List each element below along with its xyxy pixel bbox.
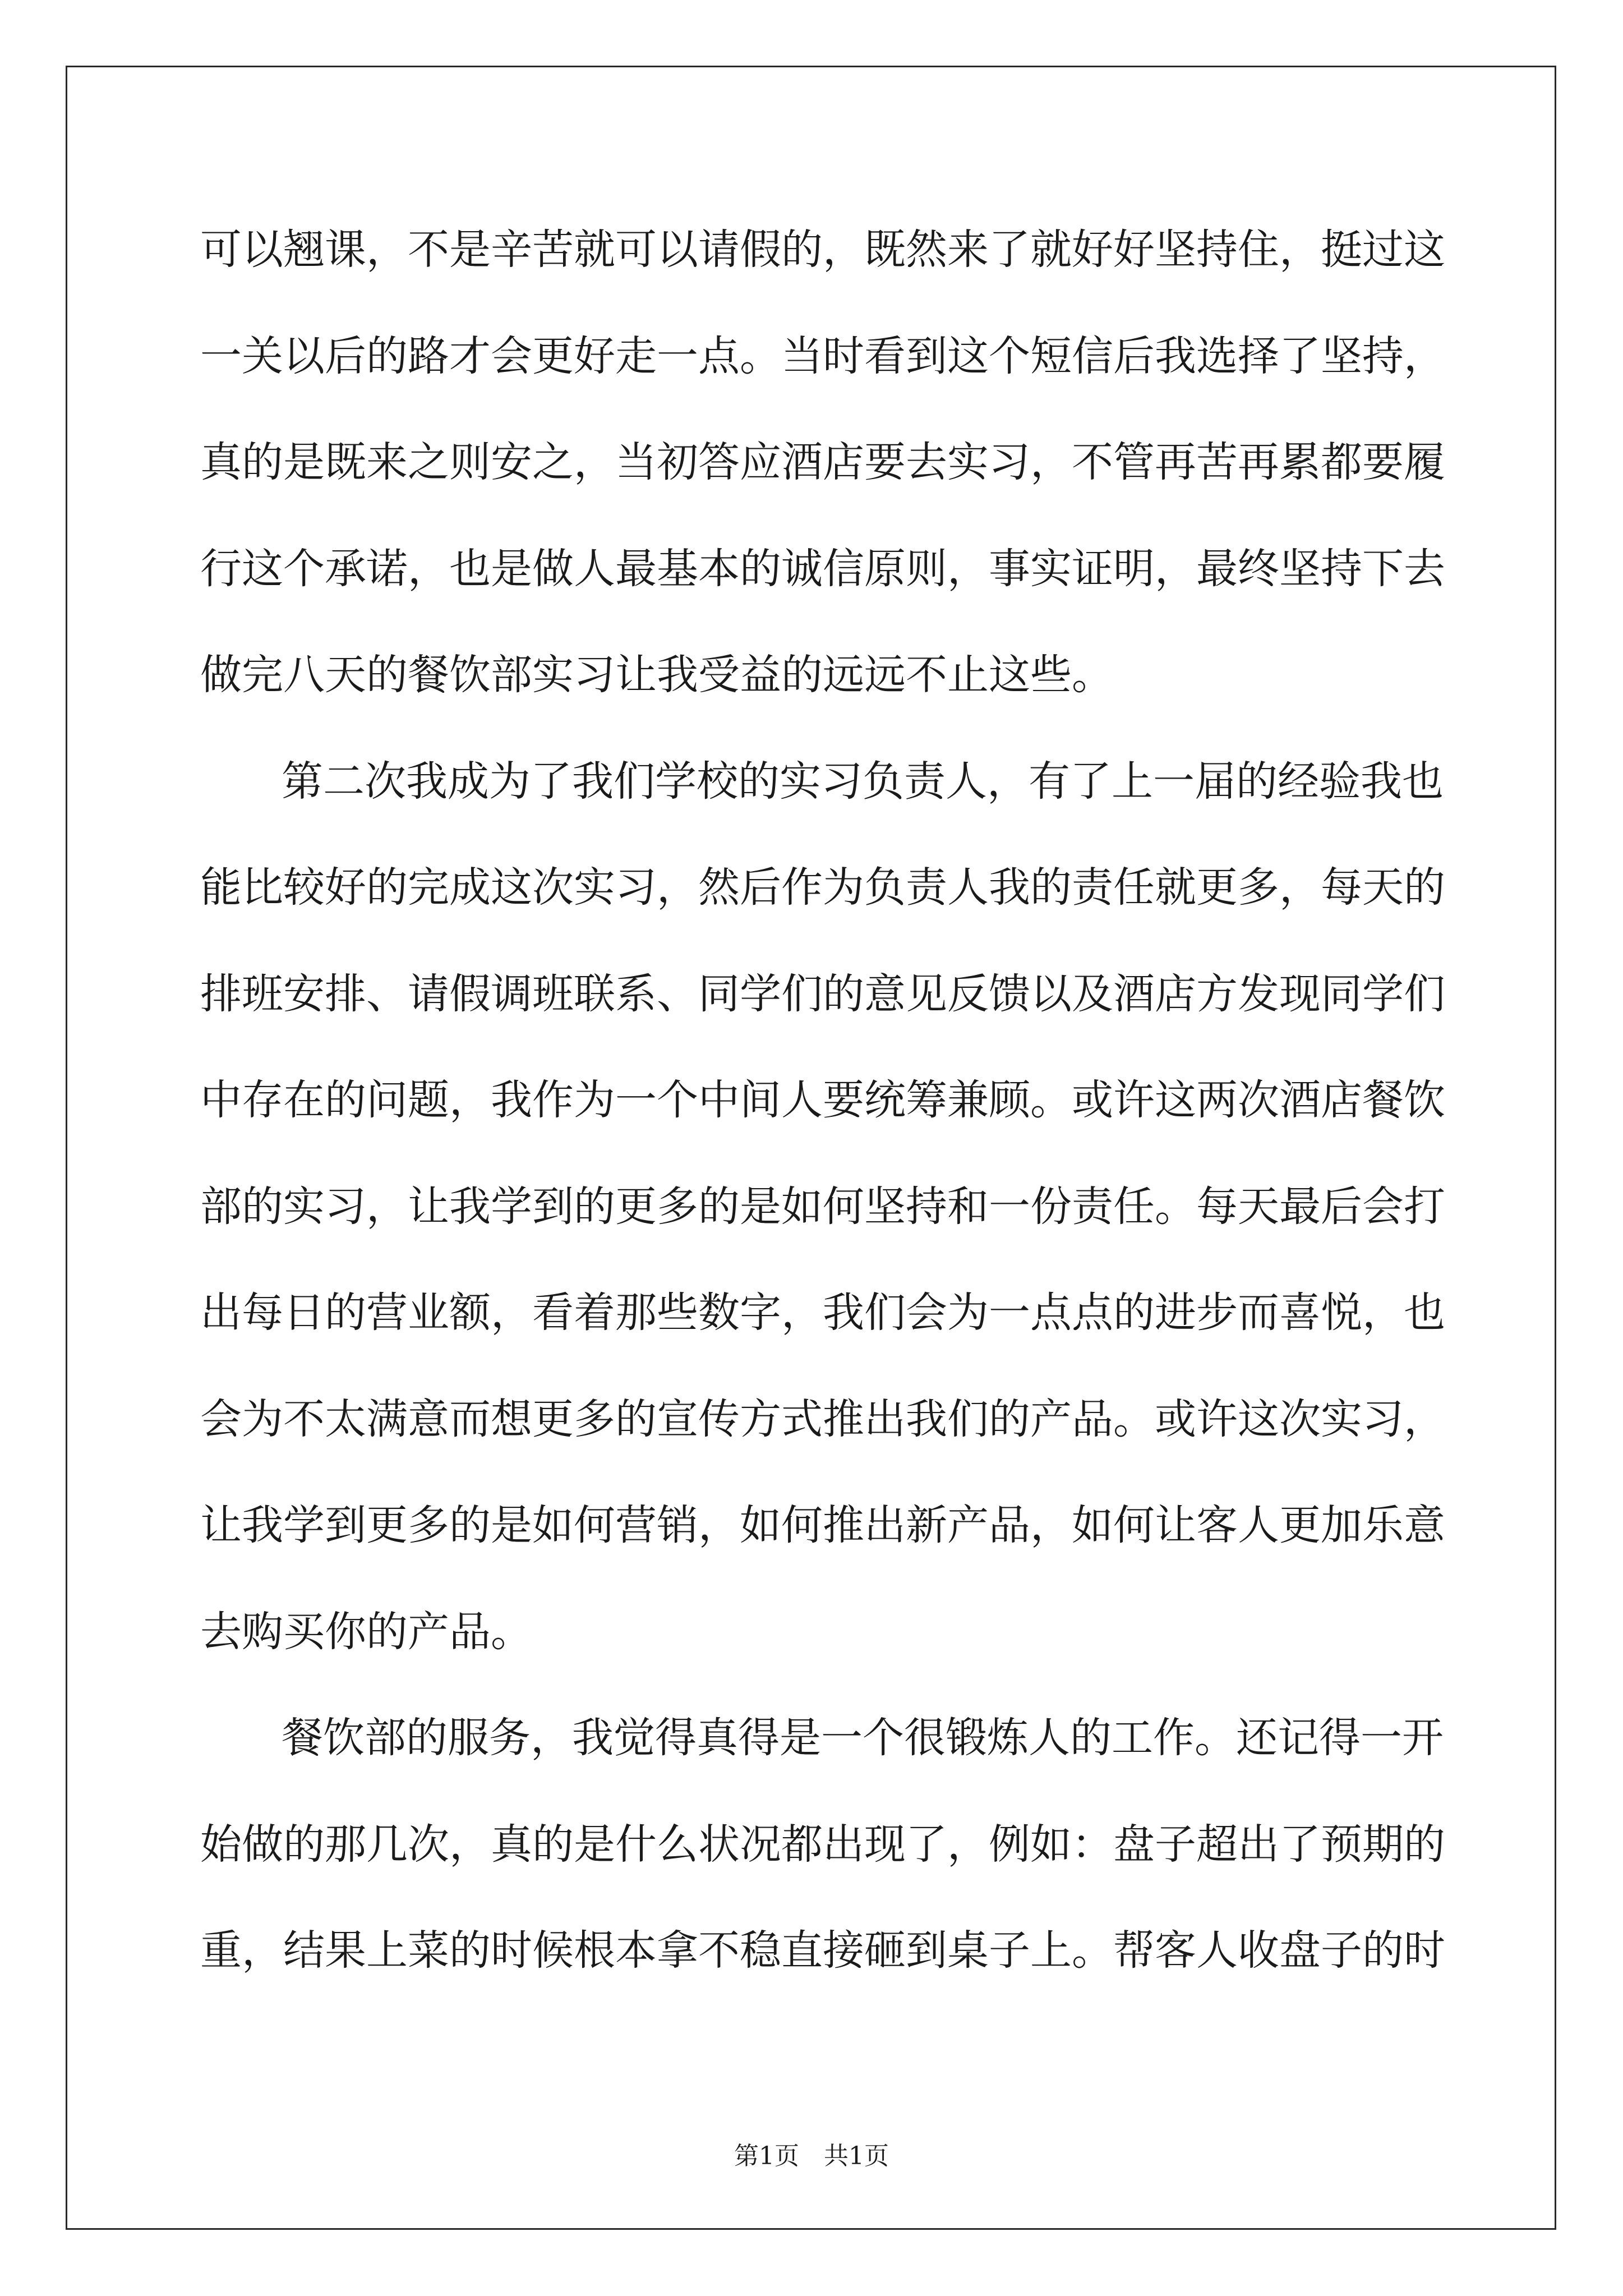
text-line: 能比较好的完成这次实习，然后作为负责人我的责任就更多，每天的	[200, 863, 1445, 912]
text-line: 排班安排、请假调班联系、同学们的意见反馈以及酒店方发现同学们	[200, 969, 1445, 1018]
page-footer: 第1页 共1页	[734, 2142, 889, 2170]
text-line: 始做的那几次，真的是什么状况都出现了，例如：盘子超出了预期的	[200, 1820, 1445, 1869]
text-line: 部的实习，让我学到的更多的是如何坚持和一份责任。每天最后会打	[200, 1182, 1445, 1231]
text-line: 餐饮部的服务，我觉得真得是一个很锻炼人的工作。还记得一开	[282, 1714, 1444, 1762]
text-line: 一关以后的路才会更好走一点。当时看到这个短信后我选择了坚持，	[200, 332, 1445, 380]
text-line: 会为不太满意而想更多的宣传方式推出我们的产品。或许这次实习，	[200, 1395, 1445, 1443]
text-line: 行这个承诺，也是做人最基本的诚信原则，事实证明，最终坚持下去	[200, 544, 1445, 593]
page-border	[66, 66, 1556, 2230]
text-line: 出每日的营业额，看着那些数字，我们会为一点点的进步而喜悦，也	[200, 1289, 1445, 1337]
text-line: 去购买你的产品。	[200, 1607, 532, 1656]
text-line: 中存在的问题，我作为一个中间人要统筹兼顾。或许这两次酒店餐饮	[200, 1076, 1445, 1124]
text-line: 可以翘课，不是辛苦就可以请假的，既然来了就好好坚持住，挺过这	[200, 226, 1445, 274]
text-line: 让我学到更多的是如何营销，如何推出新产品，如何让客人更加乐意	[200, 1501, 1445, 1549]
text-line: 第二次我成为了我们学校的实习负责人，有了上一届的经验我也	[282, 757, 1444, 806]
text-line: 重，结果上菜的时候根本拿不稳直接砸到桌子上。帮客人收盘子的时	[200, 1926, 1445, 1975]
text-line: 做完八天的餐饮部实习让我受益的远远不止这些。	[200, 651, 1113, 699]
text-line: 真的是既来之则安之，当初答应酒店要去实习，不管再苦再累都要履	[200, 438, 1445, 486]
